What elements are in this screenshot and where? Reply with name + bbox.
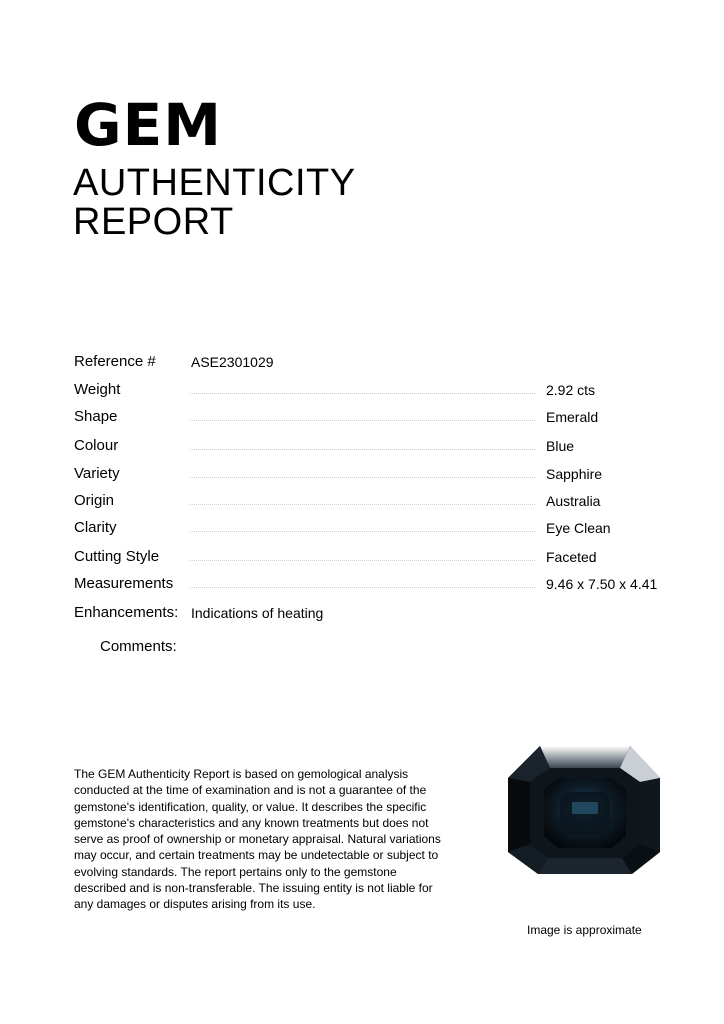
report-title-report: REPORT bbox=[73, 201, 234, 243]
gem-table-highlight bbox=[572, 802, 598, 814]
weight-label: Weight bbox=[74, 381, 121, 398]
detail-row-reference bbox=[0, 352, 724, 372]
colour-label: Colour bbox=[74, 437, 119, 454]
emerald-cut-sapphire-icon bbox=[500, 740, 668, 880]
variety-label: Variety bbox=[74, 465, 120, 482]
weight-value: 2.92 cts bbox=[546, 382, 596, 398]
reference-label: Reference # bbox=[74, 353, 156, 370]
shape-value: Emerald bbox=[546, 409, 599, 425]
gem-facet-bottom bbox=[538, 858, 632, 874]
variety-value: Sapphire bbox=[546, 466, 603, 482]
detail-row-shape bbox=[0, 407, 724, 427]
shape-label: Shape bbox=[74, 408, 118, 425]
detail-row-clarity bbox=[0, 518, 724, 538]
dotted-leader bbox=[190, 587, 535, 588]
comments-label: Comments: bbox=[100, 638, 177, 655]
cutting-style-label: Cutting Style bbox=[74, 548, 160, 565]
measurements-label: Measurements bbox=[74, 575, 174, 592]
colour-value: Blue bbox=[546, 438, 575, 454]
dotted-leader bbox=[190, 504, 535, 505]
enhancements-value: Indications of heating bbox=[191, 605, 324, 621]
enhancements-label: Enhancements: bbox=[74, 604, 179, 621]
clarity-value: Eye Clean bbox=[546, 520, 611, 536]
gem-facet-right bbox=[640, 778, 660, 852]
image-caption: Image is approximate bbox=[527, 923, 642, 937]
detail-row-variety bbox=[0, 464, 724, 484]
origin-label: Origin bbox=[74, 492, 115, 509]
dotted-leader bbox=[190, 560, 535, 561]
clarity-label: Clarity bbox=[74, 519, 117, 536]
report-title-gem: GEM bbox=[74, 91, 222, 159]
measurements-value: 9.46 x 7.50 x 4.41 bbox=[546, 576, 658, 592]
reference-value: ASE2301029 bbox=[191, 354, 274, 370]
disclaimer-text: The GEM Authenticity Report is based on gemological analysis conducted at the time of examination and is not a guarantee of the gemstone's identification, quality, or value. It describes the specific gemstone's characteristics and any known treatments but does not serve as proof of ownership or monetary appraisal. Natural variations may occur, and certain treatments may be undetectable or subject to evolving standards. The report pertains only to the gemstone described and is non-transferable. The issuing entity is not liable for any damages or disputes arising from its use. bbox=[74, 767, 441, 912]
dotted-leader bbox=[190, 449, 535, 450]
gem-facet-left bbox=[508, 778, 530, 852]
dotted-leader bbox=[190, 477, 535, 478]
detail-row-weight bbox=[0, 380, 724, 400]
detail-row-origin bbox=[0, 491, 724, 511]
detail-row-cutting-style bbox=[0, 547, 724, 567]
detail-row-measurements bbox=[0, 574, 724, 594]
dotted-leader bbox=[190, 420, 535, 421]
report-title-authenticity: AUTHENTICITY bbox=[73, 162, 356, 204]
origin-value: Australia bbox=[546, 493, 601, 509]
dotted-leader bbox=[190, 531, 535, 532]
gem-facet-top bbox=[540, 746, 630, 768]
cutting-style-value: Faceted bbox=[546, 549, 597, 565]
detail-row-colour bbox=[0, 436, 724, 456]
detail-row-enhancements bbox=[0, 603, 724, 623]
dotted-leader bbox=[190, 393, 535, 394]
